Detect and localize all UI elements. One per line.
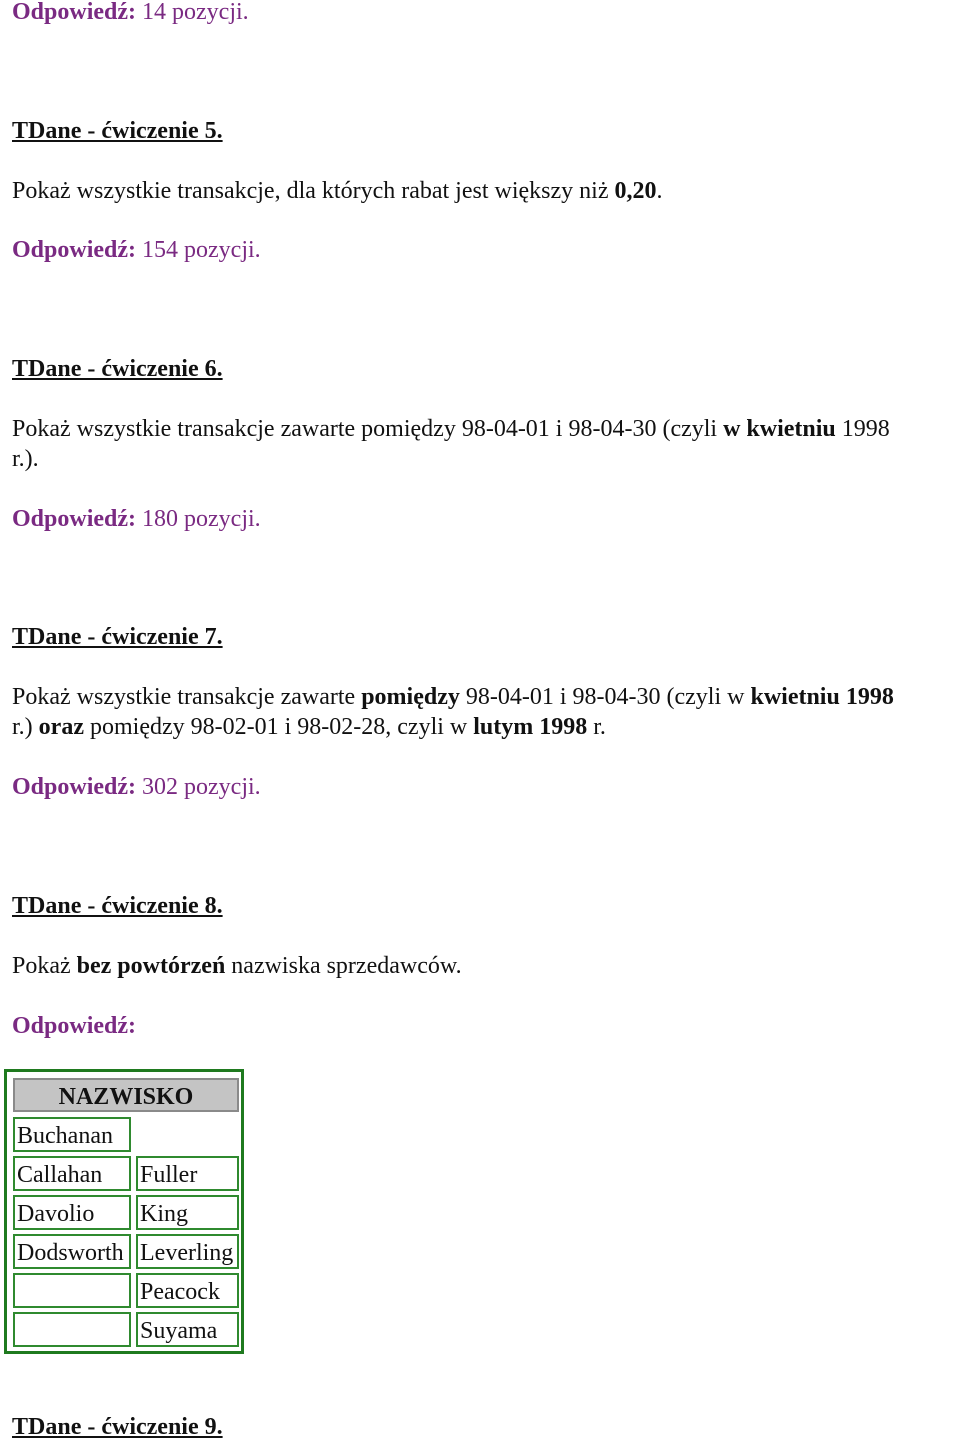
ex7-task-bold-b: kwietniu 1998 <box>750 684 894 710</box>
answer-value: 154 pozycji. <box>142 237 261 263</box>
ex8-task-bold: bez powtórzeń <box>76 953 226 979</box>
ex5-task-text: Pokaż wszystkie transakcje, dla których rabat jest większy niż <box>12 178 615 204</box>
answer-value: 14 pozycji. <box>142 0 249 25</box>
ex7-task-bold-d: lutym 1998 <box>473 714 588 740</box>
ex7-task-line2 <box>12 712 606 742</box>
ex6-task-line2: r.). <box>12 446 39 472</box>
answer-label: Odpowiedź: <box>12 774 137 800</box>
answer-label: Odpowiedź: <box>12 506 137 532</box>
ex7-task-line1 <box>12 682 894 712</box>
table-cell: Callahan <box>13 1156 131 1191</box>
ex6-answer <box>12 504 261 534</box>
table-header-nazwisko: NAZWISKO <box>13 1078 239 1112</box>
result-table <box>4 1069 244 1354</box>
ex5-task <box>12 176 662 206</box>
ex9-heading: TDane - ćwiczenie 9. <box>12 1414 223 1440</box>
ex8-answer <box>12 1011 136 1041</box>
ex7-task-bold-a: pomiędzy <box>361 684 460 710</box>
table-cell <box>13 1312 131 1347</box>
ex8-heading: TDane - ćwiczenie 8. <box>12 893 223 919</box>
answer-label: Odpowiedź: <box>12 0 137 25</box>
table-cell <box>13 1273 131 1308</box>
ex6-task-end: 1998 <box>835 416 890 442</box>
ex7-task-bold-c: oraz <box>38 714 84 740</box>
ex7-task-text-c: r.) <box>12 714 39 740</box>
table-cell: King <box>136 1195 239 1230</box>
table-cell: Buchanan <box>13 1117 131 1152</box>
ex8-task-text: Pokaż <box>12 953 77 979</box>
ex8-task-end: nazwiska sprzedawców. <box>225 953 462 979</box>
answer-value: 302 pozycji. <box>142 774 261 800</box>
table-cell: Peacock <box>136 1273 239 1308</box>
table-cell: Davolio <box>13 1195 131 1230</box>
ex7-task-text-e: r. <box>587 714 606 740</box>
ex6-heading: TDane - ćwiczenie 6. <box>12 356 223 382</box>
ex7-task-text-a: Pokaż wszystkie transakcje zawarte <box>12 684 362 710</box>
ex5-task-end: . <box>656 178 663 204</box>
ex6-task-text: Pokaż wszystkie transakcje zawarte pomiędzy 98-04-01 i 98-04-30 (czyli <box>12 416 724 442</box>
ex6-task-line1 <box>12 414 890 444</box>
answer-label: Odpowiedź: <box>12 1013 137 1039</box>
ex7-task-text-b: 98-04-01 i 98-04-30 (czyli w <box>459 684 751 710</box>
answer-value: 180 pozycji. <box>142 506 261 532</box>
table-cell: Fuller <box>136 1156 239 1191</box>
table-cell: Leverling <box>136 1234 239 1269</box>
ex7-heading: TDane - ćwiczenie 7. <box>12 624 223 650</box>
ex6-task-bold: w kwietniu <box>723 416 836 442</box>
answer-label: Odpowiedź: <box>12 237 137 263</box>
ex5-task-bold: 0,20 <box>614 178 657 204</box>
ex5-heading: TDane - ćwiczenie 5. <box>12 118 223 144</box>
ex7-answer <box>12 772 261 802</box>
ex4-answer <box>12 0 249 27</box>
ex5-answer <box>12 235 261 265</box>
table-cell: Dodsworth <box>13 1234 131 1269</box>
ex7-task-text-d: pomiędzy 98-02-01 i 98-02-28, czyli w <box>83 714 474 740</box>
table-cell: Suyama <box>136 1312 239 1347</box>
ex8-task <box>12 951 462 981</box>
